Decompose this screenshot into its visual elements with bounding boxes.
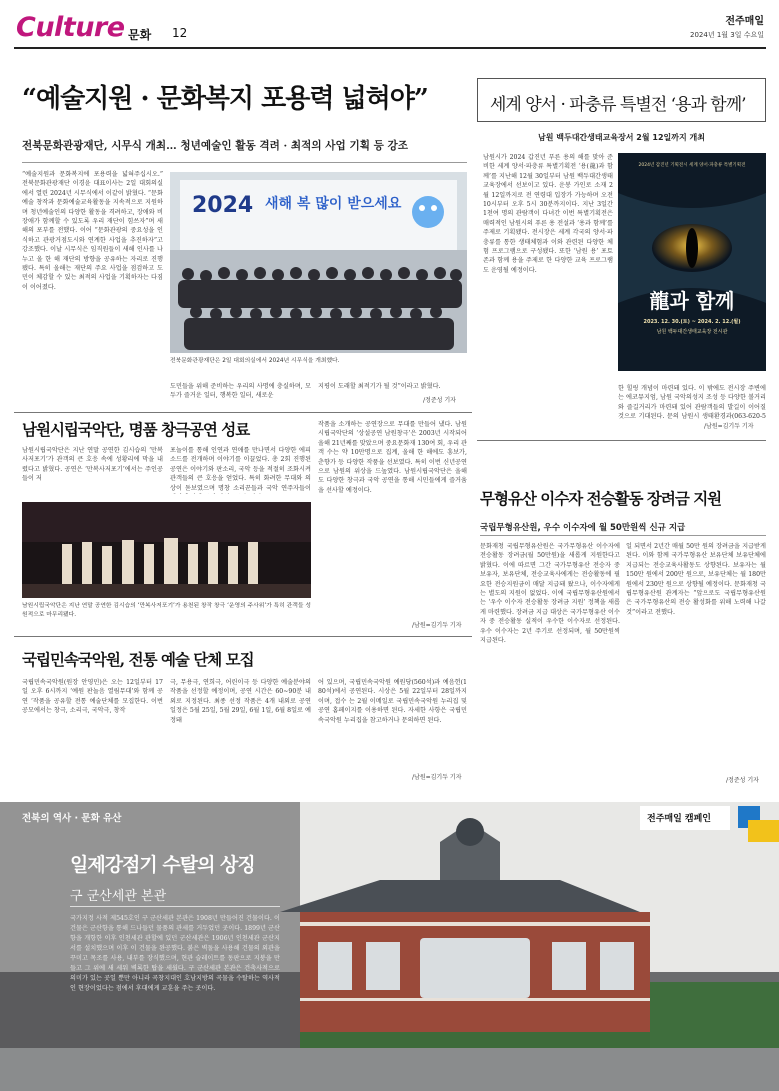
divider-a2	[477, 440, 766, 441]
article2-body-col2: 한 힐링 개념이 마련돼 있다. 이 밖에도 전시장 주변에는 에코뮤지엄, 남원 국악의성지 조성 등 다양한 볼거리와 즐길거리가 마련돼 있어 관람객들의 발길이 이어질 것으로 기대된다. 문의 남원시 생태환경과(063-620-5	[618, 385, 766, 420]
article4-subhead: 국립무형유산원, 우수 이수자에 월 50만원씩 신규 지급	[480, 523, 686, 533]
article3-headline: 남원시립국악단, 명품 창극공연 성료	[22, 420, 250, 439]
heritage-series-label: 전북의 역사 · 문화 유산	[22, 813, 122, 824]
article1-body-col3: 지평이 도래할 최적기가 될 것”이라고 밝혔다.	[318, 383, 441, 390]
article2-poster-venue: 남원 백두대간생태교육장 전시관	[656, 329, 728, 335]
heritage-subhead-rule	[70, 906, 280, 907]
article2-headline: 세계 양서 · 파충류 특별전 ‘용과 함께’	[490, 95, 746, 115]
article2-poster	[618, 153, 766, 371]
article5-body-col1: 국립민속국악원(원장 안영민)은 오는 12일부터 17일 오후 6시까지 ‘예원 판놀음 열림무대’와 함께 공연 ‘작품을 공유할 전통 예술단체를 모집한다. 이번 공모에서는 창극, 소리극, 국악극, 창작	[22, 679, 163, 715]
article3-body-col1: 남원시립국악단은 지난 연말 공연한 김시습의 ‘만복사저포기’가 관객의 큰 호응 속에 성황리에 막을 내렸다고 밝혔다. 공연은 ‘만복사저포기’에서는 주인공들이 저	[22, 447, 163, 483]
article1-byline: /정준성 기자	[423, 397, 456, 404]
article3-byline: /남원=김기두 기자	[412, 622, 462, 629]
divider-a1	[14, 412, 472, 413]
article1-headline: “예술지원 · 문화복지 포용력 넓혀야”	[22, 84, 428, 114]
article4-headline: 무형유산 이수자 전승활동 장려금 지원	[480, 489, 722, 508]
article3-body-col3: 작품을 소개하는 공연장으로 무대를 만들어 냈다. 남원시립국악단의 ‘상설공연 남원창극’은 2003년 시작되어 올해 21년째를 맞았으며 중요문화재 130여 회, 우리 관객 수는 약 10만명으로 집계, 올해 한 해에도 흥보가, 춘향가 등 다양한 작품을 선보였다. 특히 이번 신년공연으로 남원의 위상을 드높였다. 남원시립국악단은 올해도 다양한 창극과 국악 공연을 통해 시민들에게 즐거움을 선사할 예정이다.	[318, 421, 467, 494]
dragon-poster-art	[618, 153, 766, 371]
section-title-ko: 문화	[128, 28, 152, 42]
article3-photo-caption: 남원시립국악단은 지난 연말 공연한 김시습의 ‘만복사저포기’가 용천된 창작 창극 ‘운영의 주사위’가 특히 관객들 성원적으로 마무리됐다.	[22, 603, 311, 618]
article5-body-col3: 어 있으며, 국립민속국악원 예원당(560석)과 예음헌(180석)에서 공연된다. 시상은 5월 22일부터 28일까지이며, 접수 는 2월 이메일로 국립민속국악원 누리집 및 공연 홈페이지를 이용하면 된다. 자세한 사항은 국립민속국악원 누리집을 참고하거나 문의하면 된다.	[318, 679, 467, 724]
article4-body-col1: 문화재청 국립무형유산원은 국가무형유산 이수자에 전승활동 장려금(월 50만원)을 새롭게 지원한다고 밝혔다. 이에 따르면 그간 국가무형유산 전승자 중 보유자, 보유단체, 전승교육사에게는 전승활동에 필요한 전승지원금이 매달 지급돼 왔으나, 이수자에게는 별도의 지원이 없었다. 이에 국립무형유산원에서는 ‘우수 이수자 전승활동 장려금 지원’ 정책을 새롭게 마련했다. 장려금 지급 대상은 국가무형유산 이수자 중 전승활동 실적이 우수한 이수자로 선정된다. 우수 이수자는 2년 주기로 선정되며, 월 50만원씩 지급된다.	[480, 543, 620, 645]
article3-body-col2: 포놀이를 통해 인연과 연애를 만나면서 다양한 에피소드를 전개하며 이야기를 이끌었다. 총 2회 진행된 공연은 이야기와 판소리, 국악 등을 적절히 조화시켜 관객들의 큰 호응을 얻었다. 특히 화려한 무대와 의상이 돋보였으며 명창 소리꾼들과 국악 연주자들이	[170, 447, 311, 492]
heritage-headline: 일제강점기 수탈의 상징	[70, 854, 255, 876]
article5-headline: 국립민속국악원, 전통 예술 단체 모집	[22, 650, 254, 669]
article5-body-col2: 극, 무용극, 연희극, 어린이극 등 다양한 예술분야의 작품을 선정할 예정이며, 공연 시간은 60~90분 내외로 지정된다. 최종 선정 작품은 4개 내외로 공연 일정은 5월 25일, 5월 29일, 6월 1일, 6월 8일로 예정돼	[170, 679, 311, 724]
svg-text:새해 복 많이 받으세요: 새해 복 많이 받으세요	[265, 196, 402, 212]
article2-poster-title: 龍과 함께	[649, 289, 735, 313]
article1-photo	[170, 172, 467, 353]
new-year-group-photo	[170, 172, 467, 353]
article2-poster-dates: 2023. 12. 30.(토) ~ 2024. 2. 12.(월)	[643, 319, 741, 325]
article1-body-col1: “예술지원과 문화복지에 포용력을 넓혀주십시오.” 전북문화관광재단 이경윤 대표이사는 2일 대회의실에서 열린 2024년 시무식에서 이같이 밝혔다. “문화예술 창작과 문화예술교육활동을 지속적으로 지원하며 청년예술인의 다양한 활동을 격려하고, 장애와 비장애가 함께할 수 있도록 우리 재단이 힘쓰자”며 새해의 포부를 전했다. 이어 “문화관광의 중요성을 인식하고 관광거점도시와 연계한 사업을 추진하자”고 강조했다. 이날 시무식은 임직원들이 새해 인사를 나누고 올 한 해 재단의 방향을 공유하는 자리로 진행됐다. 특히 올해는 재단의 주요 사업을 점검하고 도민이 체감할 수 있는 최적의 사업을 기획하자는 다짐이 이어졌다.	[22, 171, 163, 291]
section-title-en: Culture	[16, 12, 125, 43]
article4-body-col2: 일 되면서 2년간 매월 50만 원의 장려금을 지급받게 된다. 이와 함께 국가무형유산 보유단체 보유단체에 지급되는 전승교육사활동도 상향된다. 보유자는 월 150만 원에서 200만 원으로, 보유단체는 월 180만 원에서 230만 원으로 상향될 예정이다. 문화재청 국립무형유산원 관계자는 “앞으로도 국립무형유산원은 국가무형유산의 전승 활성화를 위해 노력해 나갈 것”이라고 전했다.	[626, 543, 766, 616]
article4-subhead-rule	[480, 535, 766, 536]
article2-subhead: 남원 백두대간생태교육장서 2월 12일까지 개최	[538, 133, 705, 142]
heritage-section	[0, 802, 779, 1091]
article2-byline: /남원=김기두 기자	[704, 423, 754, 430]
header-rule	[14, 47, 766, 49]
svg-text:2024: 2024	[192, 193, 254, 218]
heritage-campaign-label: 전주매일 캠페인	[647, 814, 711, 824]
divider-a3	[14, 636, 472, 637]
article2-poster-top: 2024년 갑진년 기획전시 세계 양서·파충류 특별기획전	[638, 163, 746, 168]
article5-byline: /남원=김기두 기자	[412, 774, 462, 781]
paper-name: 전주매일	[725, 16, 764, 27]
article1-subhead-rule	[22, 162, 467, 163]
page-number: 12	[172, 26, 188, 40]
heritage-body: 국가지정 사적 제545호인 구 군산세관 본관은 1908년 만들어진 건물이다. 이 건물은 군산항을 통해 드나들던 물품의 관세를 거두었던 곳이다. 1899년 군산항을 개항한 이후 인천세관 관할에 있던 군산세관은 1906년 인천세관 군산지서를 설치했으며 이후 이 건물을 완공했다. 붉은 벽돌을 사용해 건물의 외관을 꾸미고 목조를 사용, 내부를 장식했으며, 현관 슬레이트를 동판으로 지붕을 만들고 그 위에 새 세워 벽록한 탑을 세웠다. 구 군산세관 본관은 건축사적으로 의미가 있는 곳일 뿐만 아니라 곡창지대인 호남지방의 곡물을 수탈하는 역사적인 현장이었다는 점에서 후대에게 교훈을 주는 곳이다.	[70, 915, 280, 992]
article1-body-col2: 도민들을 위해 준비하는 우리의 사명에 충실하며, 모두가 즐거운 일터, 행복한 일터, 새로운	[170, 383, 311, 400]
article4-byline: /정준성 기자	[726, 777, 759, 784]
changgeuk-stage-photo	[22, 502, 311, 598]
heritage-subhead: 구 군산세관 본관	[70, 889, 167, 904]
article3-photo	[22, 502, 311, 598]
article2-body: 남원시가 2024 갑진년 푸른 용의 해를 맞아 준비한 세계 양서·파충류 특별기획전 ‘용(龍)과 함께’를 지난해 12월 30일부터 남원 백두대간생태교육장에서 선보이고 있다. 운봉 가인로 소재 2월 12일까지로 전 연령대 입장가 가능하며 오전 10시부터 오후 5시 30분까지이다. 지난 3일간 1천여 명의 관람객이 다녀간 이번 특별기획전은 매력적인 남원시의 푸른 용 전설과 ‘용과 함께’를 주제로 기획됐다. 전시장은 세계 각국의 양서·파충류를 통한 생태체험과 이와 관련된 다양한 체험 프로그램으로 구성됐다. 또한 ‘남원 용’ 포토존과 함께 용을 주제로 한 다양한 교육 프로그램도 운영될 예정이다.	[483, 154, 613, 274]
heritage-accent-yellow	[748, 820, 779, 842]
article1-photo-caption: 전북문화관광재단은 2일 대회의실에서 2024년 시무식을 개최했다.	[170, 358, 340, 364]
issue-date: 2024년 1월 3일 수요일	[690, 31, 764, 39]
article1-subhead: 전북문화관광재단, 시무식 개최… 청년예술인 활동 격려 · 최적의 사업 기획 등 강조	[22, 140, 409, 152]
